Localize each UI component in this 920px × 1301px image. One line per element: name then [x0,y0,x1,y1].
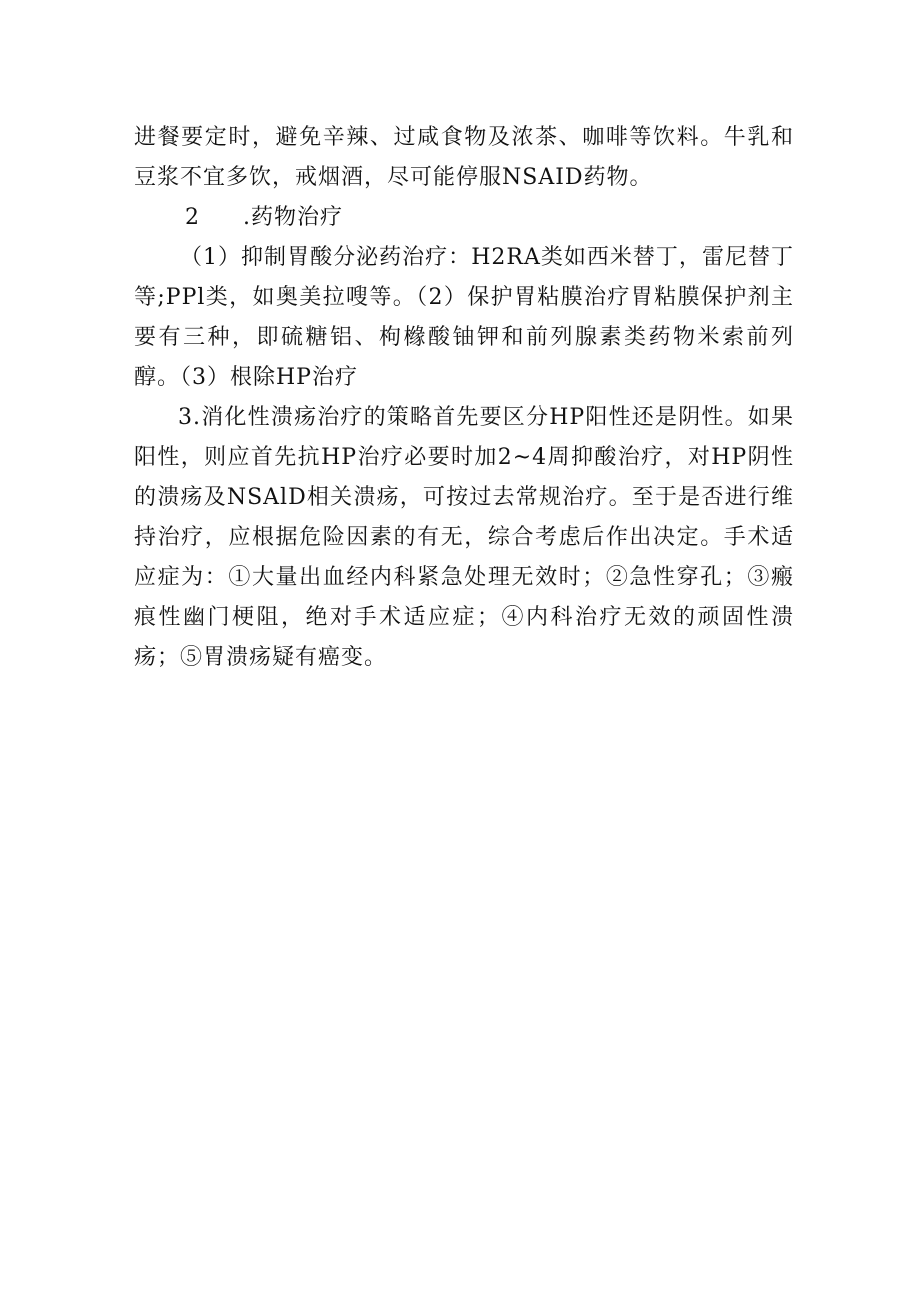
section-number: 2 [185,205,200,230]
document-body [134,118,794,678]
section-title: .药物治疗 [243,205,343,230]
section-heading-drug-therapy [134,198,794,238]
paragraph-drug-therapy: （1）抑制胃酸分泌药治疗：H2RA类如西米替丁，雷尼替丁等;PPl类，如奥美拉嗖等。（2）保护胃粘膜治疗胃粘膜保护剂主要有三种，即硫糖铝、枸橼酸铀钾和前列腺素类药物米索前列醇。（3）根除HP治疗 [134,245,794,390]
paragraph-treatment-strategy: 3.消化性溃疡治疗的策略首先要区分HP阳性还是阴性。如果阳性，则应首先抗HP治疗必要时加2~4周抑酸治疗，对HP阴性的溃疡及NSAlD相关溃疡，可按过去常规治疗。至于是否进行维持治疗，应根据危险因素的有无，综合考虑后作出决定。手术适应症为：①大量出血经内科紧急处理无效时；②急性穿孔；③瘢痕性幽门梗阻，绝对手术适应症；④内科治疗无效的顽固性溃疡；⑤胃溃疡疑有癌变。 [134,405,794,670]
paragraph-diet-advice: 进餐要定时，避免辛辣、过咸食物及浓茶、咖啡等饮料。牛乳和豆浆不宜多饮，戒烟酒，尽可能停服NSAID药物。 [134,125,794,190]
